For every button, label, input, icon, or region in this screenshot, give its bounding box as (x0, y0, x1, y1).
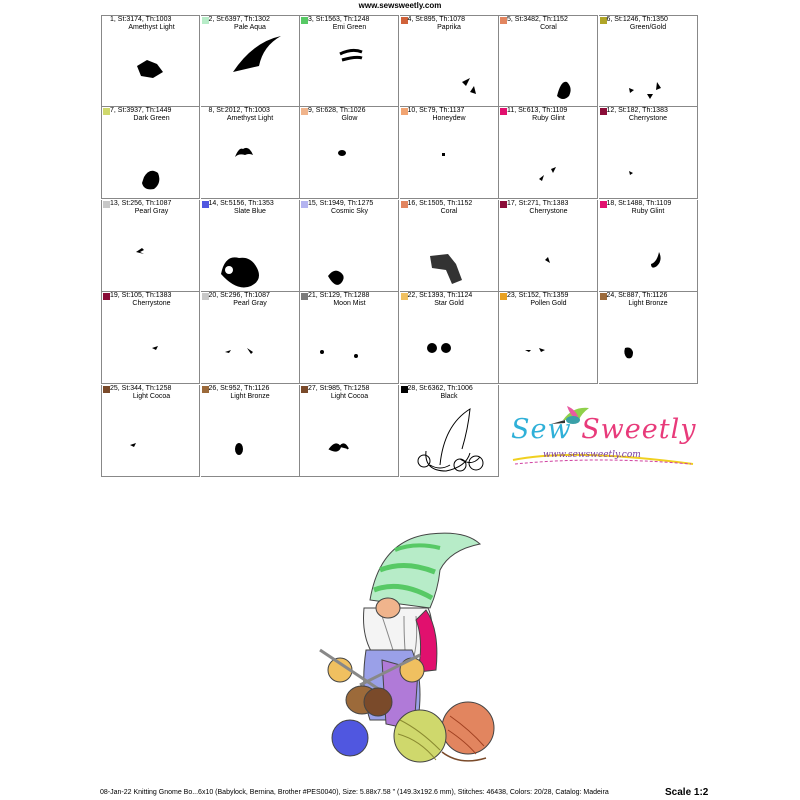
color-cell (300, 385, 399, 477)
stitch-preview-icon (300, 200, 399, 292)
stitch-preview-icon (400, 385, 499, 477)
color-stats: 10, St:79, Th:1137 (407, 107, 465, 115)
thread-name: Ruby Glint (532, 115, 565, 123)
color-stats: 21, St:129, Th:1288 (308, 292, 370, 300)
color-cell (101, 107, 200, 199)
color-stats: 18, St:1488, Th:1109 (606, 199, 672, 207)
color-cell (201, 385, 300, 477)
color-stats: 27, St:985, Th:1258 (308, 384, 370, 392)
color-cell (201, 200, 300, 292)
color-cell (201, 292, 300, 384)
stitch-preview-icon (102, 200, 200, 292)
stitch-preview-icon (300, 107, 399, 199)
color-stats: 20, St:296, Th:1087 (208, 292, 270, 300)
color-stats: 19, St:105, Th:1383 (110, 292, 172, 300)
color-stats: 9, St:628, Th:1026 (308, 107, 366, 115)
stitch-preview-icon (400, 107, 499, 199)
scale-label: Scale 1:2 (665, 787, 709, 798)
color-cell (300, 15, 399, 107)
stitch-preview-icon (400, 200, 499, 292)
thread-name: Cherrystone (628, 115, 668, 123)
color-cell (101, 200, 200, 292)
color-cell (400, 15, 499, 107)
stitch-preview-icon (201, 292, 300, 384)
thread-name: Star Gold (434, 300, 464, 308)
color-stats: 3, St:1563, Th:1248 (308, 16, 370, 23)
thread-name: Honeydew (432, 115, 466, 123)
stitch-preview-icon (499, 292, 598, 384)
stitch-preview-icon (400, 292, 499, 384)
gnome-illustration-icon (300, 520, 500, 770)
color-stats: 13, St:256, Th:1087 (110, 199, 172, 207)
thread-name: Green/Gold (629, 24, 667, 31)
thread-name: Cosmic Sky (331, 207, 368, 215)
color-cell (400, 107, 499, 199)
stitch-preview-icon (599, 292, 698, 384)
thread-name: Pale Aqua (234, 24, 266, 31)
thread-name: Coral (540, 24, 557, 31)
stitch-preview-icon (499, 200, 598, 292)
color-cell (599, 200, 698, 292)
stitch-preview-icon (102, 107, 200, 199)
stitch-preview-icon (201, 16, 300, 107)
thread-name: Moon Mist (333, 300, 366, 308)
thread-name: Light Cocoa (330, 392, 369, 400)
color-stats: 28, St:6362, Th:1006 (407, 384, 473, 392)
color-cell (499, 107, 598, 199)
thread-name: Pearl Gray (134, 207, 169, 215)
thread-name: Glow (341, 115, 358, 123)
color-cell (599, 15, 698, 107)
color-cell (201, 107, 300, 199)
thread-name: Pearl Gray (233, 300, 267, 308)
stitch-preview-icon (400, 16, 499, 107)
color-cell (101, 15, 200, 107)
color-stats: 17, St:271, Th:1383 (507, 199, 569, 207)
color-cell (599, 292, 698, 384)
color-cell (499, 15, 598, 107)
stitch-preview-icon (102, 16, 200, 107)
stitch-preview-icon (201, 107, 300, 199)
stitch-preview-icon (300, 385, 399, 477)
color-stats: 7, St:3937, Th:1449 (110, 107, 172, 115)
stitch-preview-icon (599, 16, 698, 107)
color-stats: 8, St:2012, Th:1003 (208, 107, 270, 115)
color-cell (400, 200, 499, 292)
thread-name: Dark Green (133, 115, 170, 123)
gnome-design-preview (300, 520, 500, 770)
stitch-preview-icon (599, 200, 698, 292)
color-stats: 22, St:1393, Th:1124 (407, 292, 473, 300)
color-stats: 4, St:895, Th:1078 (407, 16, 465, 23)
color-cell (300, 292, 399, 384)
color-cell (300, 107, 399, 199)
thread-name: Light Bronze (230, 392, 270, 400)
thread-name: Slate Blue (234, 207, 266, 215)
thread-name: Emi Green (332, 24, 367, 31)
thread-name: Light Bronze (628, 300, 668, 308)
stitch-preview-icon (499, 16, 598, 107)
color-cell (101, 385, 200, 477)
color-stats: 12, St:182, Th:1383 (606, 107, 668, 115)
stitch-preview-icon (300, 16, 399, 107)
color-cell (400, 385, 499, 477)
color-stats: 2, St:6397, Th:1302 (208, 16, 270, 23)
stitch-preview-icon (499, 107, 598, 199)
stitch-preview-icon (201, 200, 300, 292)
thread-name: Amethyst Light (226, 115, 274, 123)
color-stats: 15, St:1949, Th:1275 (308, 199, 374, 207)
thread-name: Paprika (437, 24, 461, 31)
stitch-preview-icon (300, 292, 399, 384)
color-stats: 16, St:1505, Th:1152 (407, 199, 473, 207)
thread-name: Cherrystone (132, 300, 171, 308)
color-stats: 11, St:613, Th:1109 (507, 107, 568, 115)
color-stats: 5, St:3482, Th:1152 (507, 16, 568, 23)
color-cell (499, 292, 598, 384)
color-stats: 24, St:887, Th:1126 (606, 292, 668, 300)
color-stats: 25, St:344, Th:1258 (110, 384, 172, 392)
thread-name: Black (440, 392, 458, 400)
thread-name: Light Cocoa (132, 392, 171, 400)
stitch-preview-icon (102, 385, 200, 477)
color-stats: 23, St:152, Th:1359 (507, 292, 569, 300)
thread-name: Pollen Gold (530, 300, 567, 308)
color-cell (300, 200, 399, 292)
logo-name: Sew Sweetly (511, 414, 697, 445)
color-stats: 14, St:5156, Th:1353 (208, 199, 274, 207)
color-stats: 26, St:952, Th:1126 (208, 384, 270, 392)
thread-name: Amethyst Light (128, 24, 175, 31)
color-cell (599, 107, 698, 199)
sewsweetly-logo (503, 398, 698, 476)
thread-name: Coral (440, 207, 458, 215)
color-stats: 1, St:3174, Th:1003 (110, 16, 172, 23)
thread-name: Ruby Glint (631, 207, 665, 215)
thread-name: Cherrystone (529, 207, 568, 215)
color-cell (101, 292, 200, 384)
color-cell (400, 292, 499, 384)
stitch-preview-icon (102, 292, 200, 384)
stitch-preview-icon (599, 107, 698, 199)
color-cell (499, 200, 598, 292)
stitch-preview-icon (201, 385, 300, 477)
design-info-footer: 08-Jan-22 Knitting Gnome Bo...6x10 (Babylock, Bernina, Brother #PES0040), Size: 5.88x7.58 " (149.3x192.6 mm), Stitches: 46438, Colors: 20/28, Catalog: Madeira (100, 789, 609, 796)
logo-url: www.sewsweetly.com (543, 450, 641, 460)
site-url: www.sewsweetly.com (358, 1, 442, 10)
color-stats: 6, St:1246, Th:1350 (606, 16, 668, 23)
color-cell (201, 15, 300, 107)
